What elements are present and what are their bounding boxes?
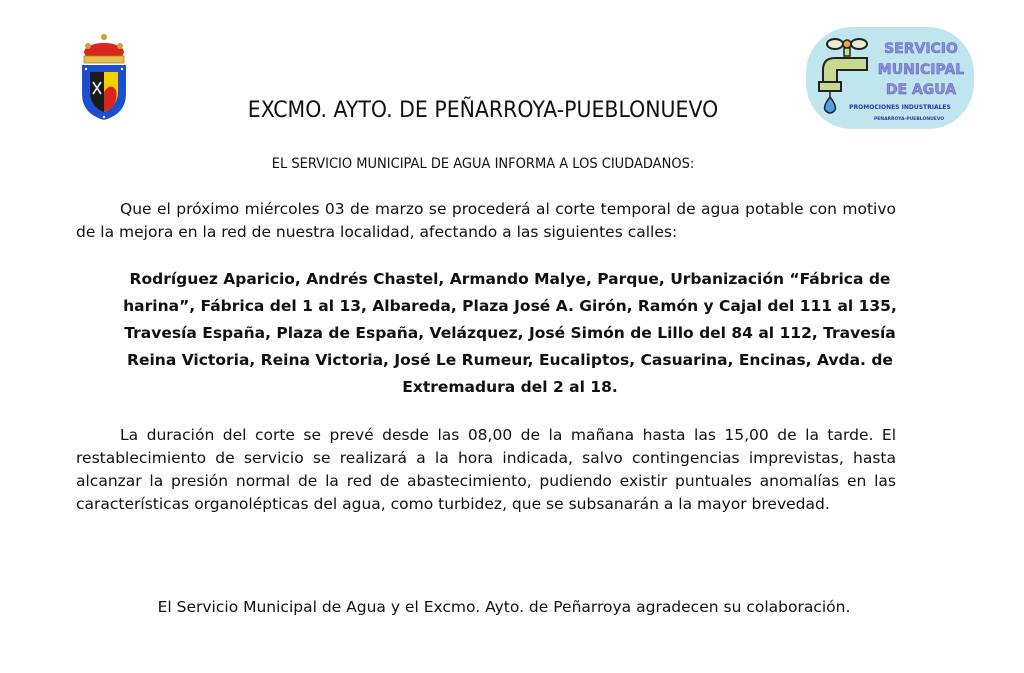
- closing-line: El Servicio Municipal de Agua y el Excmo. Ayto. de Peñarroya agradecen su colaboración.: [157, 598, 851, 616]
- page-subtitle: EL SERVICIO MUNICIPAL DE AGUA INFORMA A LOS CIUDADANOS:: [271, 156, 695, 172]
- svg-text:SERVICIO: SERVICIO: [884, 41, 958, 57]
- details-paragraph: [76, 424, 896, 516]
- svg-text:DE AGUA: DE AGUA: [885, 82, 957, 98]
- page-title: EXCMO. AYTO. DE PEÑARROYA-PUEBLONUEVO: [247, 98, 719, 123]
- svg-text:MUNICIPAL: MUNICIPAL: [877, 62, 965, 78]
- affected-streets: Rodríguez Aparicio, Andrés Chastel, Armando Malye, Parque, Urbanización “Fábrica de harina”, Fábrica del 1 al 13, Albareda, Plaza José A. Girón, Ramón y Cajal del 111 al 135, Travesía España, Plaza de España, Velázquez, José Simón de Lillo del 84 al 112, Travesía Reina Victoria, Reina Victoria, José Le Rumeur, Eucaliptos, Casuarina, Encinas, Avda. de Extremadura del 2 al 18.: [123, 270, 897, 396]
- svg-text:PEÑARROYA-PUEBLONUEVO: PEÑARROYA-PUEBLONUEVO: [873, 117, 945, 122]
- intro-paragraph: [76, 198, 896, 244]
- intro-text: Que el próximo miércoles 03 de marzo se procederá al corte temporal de agua potable con motivo de la mejora en la red de nuestra localidad, afectando a las siguientes calles:: [76, 200, 896, 241]
- details-text: La duración del corte se prevé desde las 08,00 de la mañana hasta las 15,00 de la tarde. El restablecimiento de servicio se realizará a la hora indicada, salvo contingencias imprevistas, hasta alcanzar la presión normal de la red de abastecimiento, pudiendo existir puntuales anomalías en las características organolépticas del agua, como turbidez, que se subsanarán a la mayor brevedad.: [76, 426, 896, 513]
- svg-text:PROMOCIONES INDUSTRIALES: PROMOCIONES INDUSTRIALES: [849, 104, 951, 111]
